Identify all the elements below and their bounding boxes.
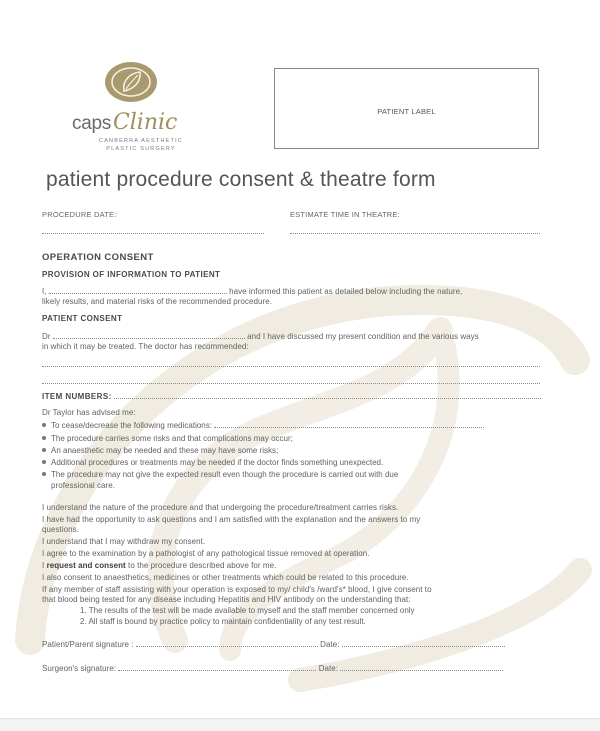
informing-doctor-field[interactable] bbox=[49, 293, 227, 294]
recommendation-field-2[interactable] bbox=[42, 383, 540, 384]
patient-consent-line2: in which it may be treated. The doctor has recommended: bbox=[42, 342, 249, 351]
item-numbers-field[interactable] bbox=[114, 398, 541, 399]
recommendation-field-1[interactable] bbox=[42, 366, 540, 367]
patient-signature-date-field[interactable] bbox=[342, 646, 505, 647]
procedure-date-field[interactable] bbox=[42, 233, 264, 234]
advice-bullet: The procedure may not give the expected result even though the procedure is carried out with due bbox=[42, 470, 398, 479]
logo-subtitle-line2: PLASTIC SURGERY bbox=[106, 146, 176, 152]
item-numbers-row: ITEM NUMBERS: bbox=[42, 392, 541, 401]
clinic-logo bbox=[72, 58, 222, 158]
page-bottom-edge bbox=[0, 718, 600, 731]
patient-label-text: PATIENT LABEL bbox=[377, 107, 436, 116]
patient-consent-heading: PATIENT CONSENT bbox=[42, 314, 123, 323]
surgeon-signature-date-field[interactable] bbox=[340, 670, 503, 671]
patient-consent-line1: Dr and I have discussed my present condition and the various ways bbox=[42, 332, 479, 341]
statement-blood-2: that blood being tested for any disease including Hepatitis and HIV antibody on the understanding that: bbox=[42, 595, 411, 604]
advice-bullet: An anaesthetic may be needed and these may have some risks; bbox=[42, 446, 278, 455]
patient-signature-row: Patient/Parent signature : Date: bbox=[42, 640, 505, 649]
logo-wordmark: capsClinic bbox=[72, 110, 178, 135]
advice-bullet-continuation: professional care. bbox=[51, 481, 116, 490]
statement-withdraw: I understand that I may withdraw my consent. bbox=[42, 537, 206, 546]
advice-intro: Dr Taylor has advised me: bbox=[42, 408, 136, 417]
doctor-name-field[interactable] bbox=[53, 338, 245, 339]
provision-line1: I, have informed this patient as detailed below including the nature, bbox=[42, 287, 463, 296]
statement-anaesthetics: I also consent to anaesthetics, medicines or other treatments which could be related to this procedure. bbox=[42, 573, 409, 582]
bullet-icon bbox=[42, 423, 46, 427]
statement-request-consent: I request and consent to the procedure described above for me. bbox=[42, 561, 277, 570]
page-title: patient procedure consent & theatre form bbox=[46, 168, 436, 191]
procedure-date-label: PROCEDURE DATE: bbox=[42, 210, 117, 219]
bullet-icon bbox=[42, 448, 46, 452]
bullet-icon bbox=[42, 436, 46, 440]
statement-questions-2: questions. bbox=[42, 525, 79, 534]
logo-subtitle-line1: CANBERRA AESTHETIC bbox=[99, 138, 183, 144]
statement-understand-nature: I understand the nature of the procedure and that undergoing the procedure/treatment carries risks. bbox=[42, 503, 399, 512]
provision-line2: likely results, and material risks of the recommended procedure. bbox=[42, 297, 272, 306]
patient-signature-field[interactable] bbox=[136, 646, 318, 647]
surgeon-signature-row: Surgeon's signature: Date: bbox=[42, 664, 503, 673]
operation-consent-heading: OPERATION CONSENT bbox=[42, 252, 154, 263]
medications-field[interactable] bbox=[214, 427, 484, 428]
numbered-item: 1. The results of the test will be made available to myself and the staff member concerned only bbox=[80, 606, 415, 615]
provision-heading: PROVISION OF INFORMATION TO PATIENT bbox=[42, 270, 221, 279]
surgeon-signature-field[interactable] bbox=[118, 670, 316, 671]
statement-pathologist: I agree to the examination by a pathologist of any pathological tissue removed at operation. bbox=[42, 549, 370, 558]
statement-questions-1: I have had the opportunity to ask questions and I am satisfied with the explanation and the answers to my bbox=[42, 515, 421, 524]
advice-bullet: To cease/decrease the following medications: bbox=[42, 421, 484, 430]
advice-bullet: The procedure carries some risks and that complications may occur; bbox=[42, 434, 293, 443]
numbered-item: 2. All staff is bound by practice policy to maintain confidentiality of any test result. bbox=[80, 617, 366, 626]
estimate-time-label: ESTIMATE TIME IN THEATRE: bbox=[290, 210, 400, 219]
bullet-icon bbox=[42, 472, 46, 476]
bullet-icon bbox=[42, 460, 46, 464]
leaf-oval-icon bbox=[104, 61, 158, 103]
statement-blood-1: If any member of staff assisting with your operation is exposed to my/ child's /ward's* blood, I give consent to bbox=[42, 585, 432, 594]
estimate-time-field[interactable] bbox=[290, 233, 540, 234]
patient-label-box[interactable] bbox=[274, 68, 539, 149]
advice-bullet: Additional procedures or treatments may be needed if the doctor finds something unexpected. bbox=[42, 458, 383, 467]
